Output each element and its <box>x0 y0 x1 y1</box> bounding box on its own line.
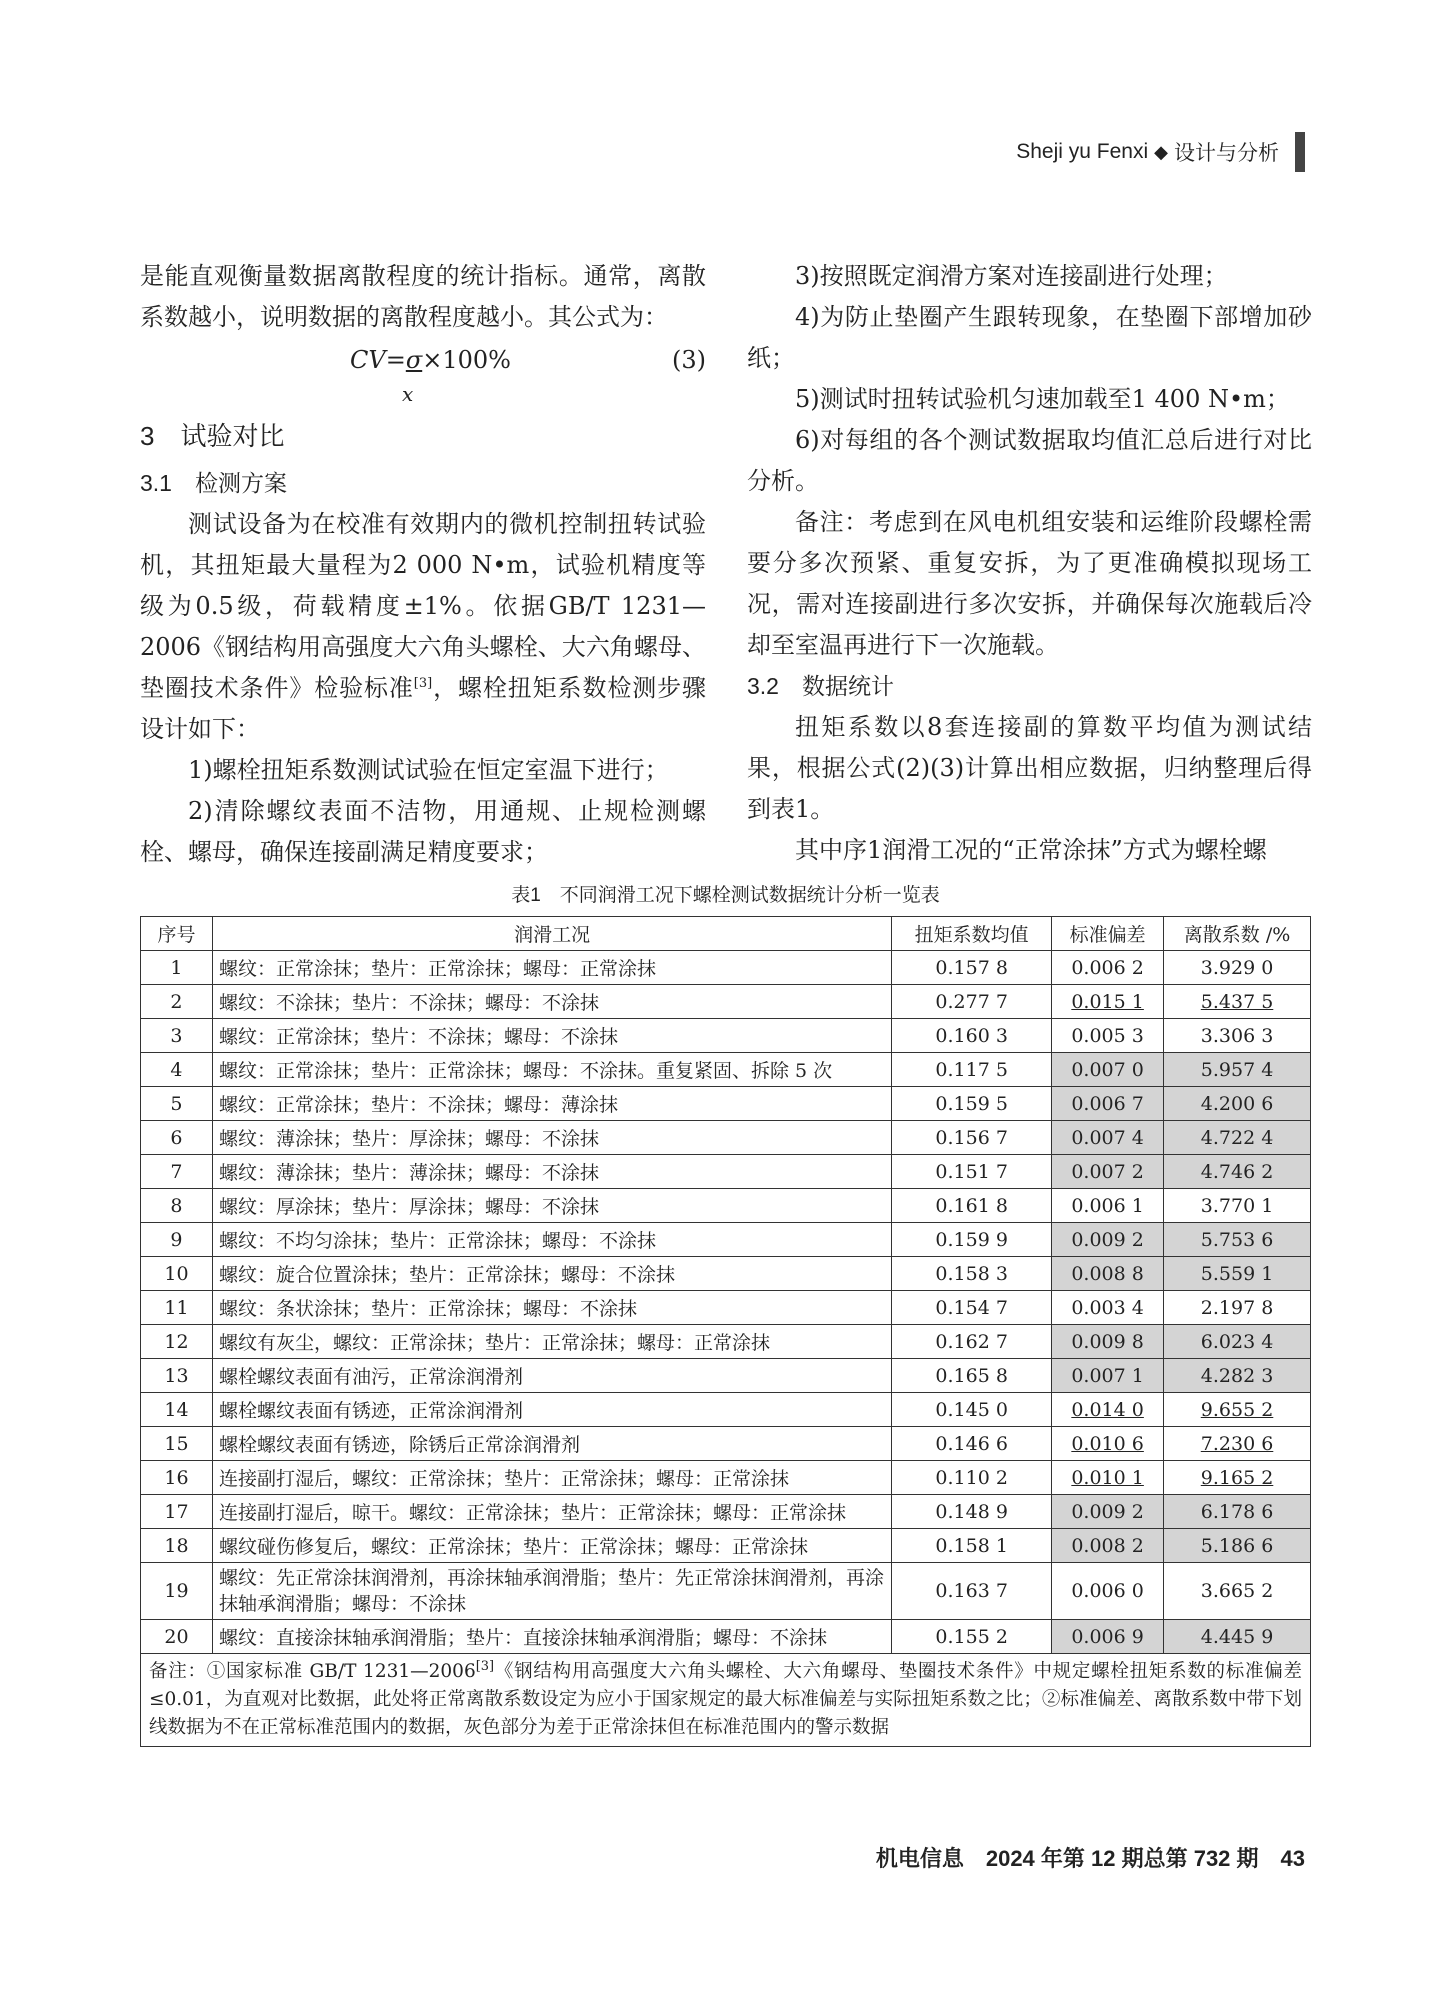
formula-cv <box>140 338 706 408</box>
table-row <box>141 1053 1311 1087</box>
table-cell: 0.014 0 <box>1052 1393 1164 1427</box>
table-cell: 0.159 5 <box>892 1087 1052 1121</box>
table-cell: 螺栓螺纹表面有锈迹，除锈后正常涂润滑剂 <box>212 1427 891 1461</box>
table-cell: 5.186 6 <box>1164 1529 1311 1563</box>
table-cell: 3.306 3 <box>1164 1019 1311 1053</box>
table-cell: 20 <box>141 1620 213 1654</box>
table-caption: 表1 不同润滑工况下螺栓测试数据统计分析一览表 <box>511 885 940 906</box>
table-cell: 5.753 6 <box>1164 1223 1311 1257</box>
table-row <box>141 1121 1311 1155</box>
table-cell: 连接副打湿后，螺纹：正常涂抹；垫片：正常涂抹；螺母：正常涂抹 <box>212 1461 891 1495</box>
header-cell: 标准偏差 <box>1052 917 1164 951</box>
table-cell: 0.007 0 <box>1052 1053 1164 1087</box>
table-cell: 5 <box>141 1087 213 1121</box>
table-cell: 螺纹：不涂抹；垫片：不涂抹；螺母：不涂抹 <box>212 985 891 1019</box>
table-cell: 螺纹：正常涂抹；垫片：不涂抹；螺母：薄涂抹 <box>212 1087 891 1121</box>
table-cell: 螺纹：薄涂抹；垫片：薄涂抹；螺母：不涂抹 <box>212 1155 891 1189</box>
table-cell: 4.746 2 <box>1164 1155 1311 1189</box>
table-cell: 2 <box>141 985 213 1019</box>
table-cell: 2.197 8 <box>1164 1291 1311 1325</box>
table-row <box>141 1189 1311 1223</box>
paragraph: 是能直观衡量数据离散程度的统计指标。通常，离散系数越小，说明数据的离散程度越小。其公式为： <box>140 262 706 331</box>
table-cell: 螺纹：不均匀涂抹；垫片：正常涂抹；螺母：不涂抹 <box>212 1223 891 1257</box>
table-cell: 4.200 6 <box>1164 1087 1311 1121</box>
table-cell: 0.158 1 <box>892 1529 1052 1563</box>
page-footer: 机电信息 2024 年第 12 期总第 732 期 43 <box>875 1846 1305 1871</box>
table-cell: 0.008 2 <box>1052 1529 1164 1563</box>
table-note-row <box>141 1654 1311 1747</box>
step-item: 5)测试时扭转试验机匀速加载至1 400 N•m； <box>795 385 1290 413</box>
table-cell: 5.957 4 <box>1164 1053 1311 1087</box>
table-cell: 0.154 7 <box>892 1291 1052 1325</box>
table-cell: 螺纹碰伤修复后，螺纹：正常涂抹；垫片：正常涂抹；螺母：正常涂抹 <box>212 1529 891 1563</box>
table-cell: 0.008 8 <box>1052 1257 1164 1291</box>
table-cell: 0.117 5 <box>892 1053 1052 1087</box>
table-cell: 0.161 8 <box>892 1189 1052 1223</box>
table-cell: 螺纹：直接涂抹轴承润滑脂；垫片：直接涂抹轴承润滑脂；螺母：不涂抹 <box>212 1620 891 1654</box>
table-cell: 0.145 0 <box>892 1393 1052 1427</box>
table-cell: 12 <box>141 1325 213 1359</box>
table-row <box>141 1291 1311 1325</box>
table-row <box>141 1529 1311 1563</box>
table-cell: 0.010 6 <box>1052 1427 1164 1461</box>
table-cell: 0.005 3 <box>1052 1019 1164 1053</box>
table-cell: 4.722 4 <box>1164 1121 1311 1155</box>
table-cell: 8 <box>141 1189 213 1223</box>
header-cell: 序号 <box>141 917 213 951</box>
table-row <box>141 951 1311 985</box>
table-cell: 6 <box>141 1121 213 1155</box>
table-cell: 0.009 2 <box>1052 1495 1164 1529</box>
table-cell: 15 <box>141 1427 213 1461</box>
paragraph: 扭矩系数以8套连接副的算数平均值为测试结果，根据公式(2)(3)计算出相应数据，归纳整理后得到表1。 <box>747 713 1312 823</box>
table-cell: 螺纹：旋合位置涂抹；垫片：正常涂抹；螺母：不涂抹 <box>212 1257 891 1291</box>
table-cell: 19 <box>141 1563 213 1620</box>
running-head-latin: Sheji yu Fenxi <box>1016 140 1149 163</box>
table-cell: 0.010 1 <box>1052 1461 1164 1495</box>
table-header-row <box>141 917 1311 951</box>
table-cell: 16 <box>141 1461 213 1495</box>
table-cell: 0.162 7 <box>892 1325 1052 1359</box>
table-cell: 0.158 3 <box>892 1257 1052 1291</box>
table-cell: 11 <box>141 1291 213 1325</box>
header-cell: 扭矩系数均值 <box>892 917 1052 951</box>
table-row <box>141 1461 1311 1495</box>
table-cell: 0.165 8 <box>892 1359 1052 1393</box>
step-item: 4)为防止垫圈产生跟转现象，在垫圈下部增加砂纸； <box>747 303 1312 372</box>
table-cell: 10 <box>141 1257 213 1291</box>
table-cell: 6.178 6 <box>1164 1495 1311 1529</box>
running-head-chinese: 设计与分析 <box>1174 142 1279 165</box>
table-cell: 0.151 7 <box>892 1155 1052 1189</box>
header-cell: 离散系数 /% <box>1164 917 1311 951</box>
table-cell: 6.023 4 <box>1164 1325 1311 1359</box>
section-heading: 3 试验对比 <box>140 421 285 451</box>
running-head <box>1016 132 1305 172</box>
subsection-heading: 3.1 检测方案 <box>140 470 287 496</box>
paragraph: 测试设备为在校准有效期内的微机控制扭转试验机，其扭矩最大量程为2 000 N•m，试验机精度等级为0.5级，荷载精度±1%。依据GB/T 1231—2006《钢结构用高强度大六角头螺栓、大六角螺母、垫圈技术条件》检验标准[3]，螺栓扭矩系数检测步骤设计如下： <box>140 510 707 743</box>
table-cell: 0.009 8 <box>1052 1325 1164 1359</box>
formula-number: (3) <box>672 346 706 374</box>
table-cell: 9.165 2 <box>1164 1461 1311 1495</box>
table-cell: 0.009 2 <box>1052 1223 1164 1257</box>
note-paragraph: 备注：考虑到在风电机组安装和运维阶段螺栓需要分多次预紧、重复安拆，为了更准确模拟现场工况，需对连接副进行多次安拆，并确保每次施载后冷却至室温再进行下一次施载。 <box>747 508 1312 659</box>
table-row <box>141 1223 1311 1257</box>
formula-denominator: x <box>402 382 414 406</box>
table-cell: 0.006 9 <box>1052 1620 1164 1654</box>
table-cell: 18 <box>141 1529 213 1563</box>
table-cell: 3 <box>141 1019 213 1053</box>
table-cell: 螺纹：条状涂抹；垫片：正常涂抹；螺母：不涂抹 <box>212 1291 891 1325</box>
table-cell: 0.007 2 <box>1052 1155 1164 1189</box>
table-cell: 4 <box>141 1053 213 1087</box>
table-row <box>141 985 1311 1019</box>
table-cell: 3.929 0 <box>1164 951 1311 985</box>
header-cell: 润滑工况 <box>212 917 891 951</box>
table-cell: 0.006 7 <box>1052 1087 1164 1121</box>
table-row <box>141 1325 1311 1359</box>
paragraph: 其中序1润滑工况的“正常涂抹”方式为螺栓螺 <box>795 836 1267 864</box>
left-column <box>140 256 706 873</box>
table-cell: 7 <box>141 1155 213 1189</box>
table-cell: 5.437 5 <box>1164 985 1311 1019</box>
table-cell: 螺纹：先正常涂抹润滑剂，再涂抹轴承润滑脂；垫片：先正常涂抹润滑剂，再涂抹轴承润滑脂；螺母：不涂抹 <box>212 1563 891 1620</box>
table-cell: 螺纹：正常涂抹；垫片：正常涂抹；螺母：不涂抹。重复紧固、拆除 5 次 <box>212 1053 891 1087</box>
table-row <box>141 1257 1311 1291</box>
table-cell: 3.665 2 <box>1164 1563 1311 1620</box>
formula-sigma: σ <box>405 346 423 374</box>
table-cell: 0.159 9 <box>892 1223 1052 1257</box>
table-cell: 螺栓螺纹表面有油污，正常涂润滑剂 <box>212 1359 891 1393</box>
running-head-bar <box>1295 132 1305 172</box>
table-cell: 螺纹：薄涂抹；垫片：厚涂抹；螺母：不涂抹 <box>212 1121 891 1155</box>
table-cell: 螺纹：正常涂抹；垫片：正常涂抹；螺母：正常涂抹 <box>212 951 891 985</box>
table-cell: 0.156 7 <box>892 1121 1052 1155</box>
table-cell: 0.015 1 <box>1052 985 1164 1019</box>
table-cell: 17 <box>141 1495 213 1529</box>
table-cell: 14 <box>141 1393 213 1427</box>
table-cell: 0.148 9 <box>892 1495 1052 1529</box>
table-note: 备注：①国家标准 GB/T 1231—2006[3]《钢结构用高强度大六角头螺栓、大六角螺母、垫圈技术条件》中规定螺栓扭矩系数的标准偏差≤0.01，为直观对比数据，此处将正常离散系数设定为应小于国家规定的最大标准偏差与实际扭矩系数之比；②标准偏差、离散系数中带下划线数据为不在正常标准范围内的数据，灰色部分为差于正常涂抹但在标准范围内的警示数据 <box>141 1654 1311 1747</box>
table-cell: 13 <box>141 1359 213 1393</box>
step-item: 6)对每组的各个测试数据取均值汇总后进行对比分析。 <box>747 426 1312 495</box>
table-cell: 0.160 3 <box>892 1019 1052 1053</box>
table-row <box>141 1393 1311 1427</box>
table-row <box>141 1495 1311 1529</box>
table-row <box>141 1620 1311 1654</box>
subsection-heading: 3.2 数据统计 <box>747 673 894 699</box>
table-cell: 螺栓螺纹表面有锈迹，正常涂润滑剂 <box>212 1393 891 1427</box>
table-cell: 0.163 7 <box>892 1563 1052 1620</box>
table-cell: 9.655 2 <box>1164 1393 1311 1427</box>
formula-times: ×100% <box>422 346 511 374</box>
step-item: 2)清除螺纹表面不洁物，用通规、止规检测螺栓、螺母，确保连接副满足精度要求； <box>140 797 706 866</box>
formula-lhs: CV= <box>350 346 406 374</box>
table-row <box>141 1359 1311 1393</box>
table-cell: 0.110 2 <box>892 1461 1052 1495</box>
table-cell: 0.007 4 <box>1052 1121 1164 1155</box>
table-cell: 1 <box>141 951 213 985</box>
table-row <box>141 1427 1311 1461</box>
table-cell: 螺纹：厚涂抹；垫片：厚涂抹；螺母：不涂抹 <box>212 1189 891 1223</box>
table-cell: 0.006 1 <box>1052 1189 1164 1223</box>
table-cell: 0.155 2 <box>892 1620 1052 1654</box>
table-cell: 螺纹：正常涂抹；垫片：不涂抹；螺母：不涂抹 <box>212 1019 891 1053</box>
table-cell: 7.230 6 <box>1164 1427 1311 1461</box>
table-cell: 0.006 2 <box>1052 951 1164 985</box>
table-cell: 0.007 1 <box>1052 1359 1164 1393</box>
diamond-icon: ◆ <box>1154 141 1168 162</box>
table-row <box>141 1087 1311 1121</box>
citation: [3] <box>413 676 433 691</box>
citation: [3] <box>475 1658 495 1674</box>
table-cell: 0.277 7 <box>892 985 1052 1019</box>
table-cell: 连接副打湿后，晾干。螺纹：正常涂抹；垫片：正常涂抹；螺母：正常涂抹 <box>212 1495 891 1529</box>
table-cell: 0.006 0 <box>1052 1563 1164 1620</box>
table-cell: 0.157 8 <box>892 951 1052 985</box>
table-cell: 4.282 3 <box>1164 1359 1311 1393</box>
table-cell: 3.770 1 <box>1164 1189 1311 1223</box>
table-row <box>141 1155 1311 1189</box>
table-cell: 4.445 9 <box>1164 1620 1311 1654</box>
step-item: 3)按照既定润滑方案对连接副进行处理； <box>795 262 1228 290</box>
table-cell: 螺纹有灰尘，螺纹：正常涂抹；垫片：正常涂抹；螺母：正常涂抹 <box>212 1325 891 1359</box>
right-column <box>747 256 1312 871</box>
table-cell: 0.003 4 <box>1052 1291 1164 1325</box>
data-table <box>140 916 1311 1747</box>
table-row <box>141 1019 1311 1053</box>
table-cell: 9 <box>141 1223 213 1257</box>
table-row <box>141 1563 1311 1620</box>
step-item: 1)螺栓扭矩系数测试试验在恒定室温下进行； <box>188 756 669 784</box>
table-cell: 0.146 6 <box>892 1427 1052 1461</box>
table-cell: 5.559 1 <box>1164 1257 1311 1291</box>
